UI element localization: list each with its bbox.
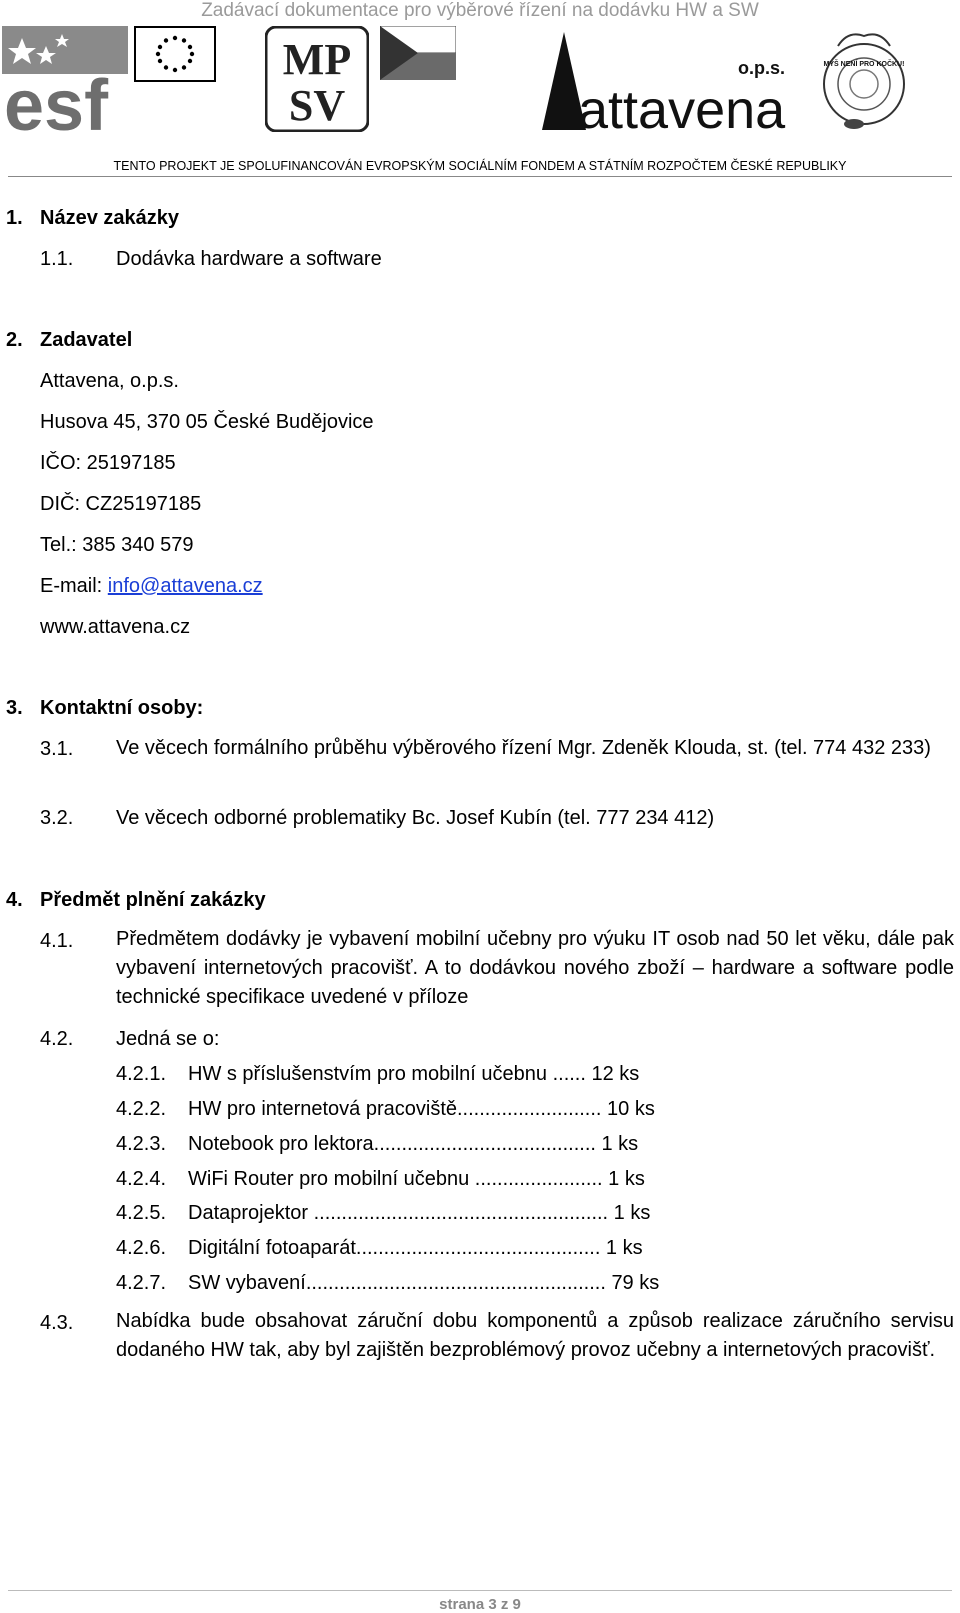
list-item-number: 4.2.2. bbox=[116, 1098, 167, 1120]
attavena-logo bbox=[538, 30, 790, 134]
contractor-phone: Tel.: 385 340 579 bbox=[40, 534, 194, 556]
section-3-title: Kontaktní osoby: bbox=[40, 697, 204, 719]
list-item-text: Digitální fotoaparát............................................ 1 ks bbox=[188, 1237, 643, 1259]
section-4-title: Předmět plnění zakázky bbox=[40, 889, 266, 911]
item-3-1-text: Ve věcech formálního průběhu výběrového řízení Mgr. Zdeněk Klouda, st. (tel. 774 432 233) bbox=[116, 737, 931, 759]
logo-strip bbox=[0, 24, 960, 144]
email-link[interactable]: info@attavena.cz bbox=[107, 575, 263, 597]
list-item-number: 4.2.6. bbox=[116, 1237, 167, 1259]
section-1-title: Název zakázky bbox=[40, 207, 179, 229]
list-item-number: 4.2.4. bbox=[116, 1168, 167, 1190]
page-number: strana 3 z 9 bbox=[439, 1596, 521, 1613]
esf-logo bbox=[2, 26, 128, 136]
list-item-text: HW pro internetová pracoviště.......................... 10 ks bbox=[188, 1098, 655, 1120]
svg-text:MYŠ NENÍ PRO KOČKU!: MYŠ NENÍ PRO KOČKU! bbox=[823, 61, 905, 68]
list-item-text: HW s příslušenstvím pro mobilní učebnu ...... 12 ks bbox=[188, 1063, 640, 1085]
section-3-heading bbox=[6, 695, 203, 721]
czech-flag-logo bbox=[380, 26, 456, 80]
eu-flag-logo bbox=[134, 26, 216, 82]
list-item-text: SW vybavení...................................................... 79 ks bbox=[188, 1272, 660, 1294]
svg-text:o.p.s.: o.p.s. bbox=[738, 58, 786, 78]
item-1-1-text: Dodávka hardware a software bbox=[116, 248, 382, 270]
item-3-2-number: 3.2. bbox=[40, 807, 74, 829]
list-item-number: 4.2.3. bbox=[116, 1133, 167, 1155]
svg-text:SV: SV bbox=[288, 81, 346, 130]
header-divider bbox=[8, 176, 952, 177]
list-item-text: WiFi Router pro mobilní učebnu ....................... 1 ks bbox=[188, 1168, 645, 1190]
section-1-number: 1. bbox=[6, 207, 23, 229]
section-3-number: 3. bbox=[6, 697, 23, 719]
svg-text:esf: esf bbox=[4, 66, 109, 136]
list-item-number: 4.2.5. bbox=[116, 1202, 167, 1224]
svg-text:attavena: attavena bbox=[578, 80, 786, 134]
item-4-1-number: 4.1. bbox=[40, 930, 74, 952]
section-2-number: 2. bbox=[6, 329, 23, 351]
email-label: E-mail: bbox=[40, 575, 108, 597]
mys-neni-pro-kocku-logo bbox=[818, 26, 910, 136]
list-item-number: 4.2.7. bbox=[116, 1272, 167, 1294]
cofinancing-banner: TENTO PROJEKT JE SPOLUFINANCOVÁN EVROPSKÝM SOCIÁLNÍM FONDEM A STÁTNÍM ROZPOČTEM ČESKÉ REPUBLIKY bbox=[113, 159, 847, 173]
item-3-2-text: Ve věcech odborné problematiky Bc. Josef Kubín (tel. 777 234 412) bbox=[116, 807, 715, 829]
svg-text:MP: MP bbox=[282, 35, 352, 84]
contractor-address: Husova 45, 370 05 České Budějovice bbox=[40, 411, 374, 433]
section-4-number: 4. bbox=[6, 889, 23, 911]
item-4-2-text: Jedná se o: bbox=[116, 1028, 220, 1050]
footer-divider bbox=[8, 1590, 952, 1591]
item-3-1-number: 3.1. bbox=[40, 738, 74, 760]
section-1-heading bbox=[6, 205, 179, 231]
contractor-ico: IČO: 25197185 bbox=[40, 452, 176, 474]
list-item-text: Notebook pro lektora........................................ 1 ks bbox=[188, 1133, 639, 1155]
contractor-name: Attavena, o.p.s. bbox=[40, 370, 179, 392]
item-4-3-number: 4.3. bbox=[40, 1312, 74, 1334]
contractor-website: www.attavena.cz bbox=[40, 616, 191, 638]
section-2-title: Zadavatel bbox=[40, 329, 133, 351]
item-4-2-number: 4.2. bbox=[40, 1028, 74, 1050]
section-4-heading bbox=[6, 887, 266, 913]
list-item-text: Dataprojektor ..................................................... 1 ks bbox=[188, 1202, 651, 1224]
mpsv-logo bbox=[265, 26, 369, 132]
list-item-number: 4.2.1. bbox=[116, 1063, 167, 1085]
contractor-dic: DIČ: CZ25197185 bbox=[40, 493, 202, 515]
section-2-heading bbox=[6, 327, 132, 353]
item-1-1-number: 1.1. bbox=[40, 248, 74, 270]
contractor-email-line bbox=[40, 573, 263, 599]
item-4-3-text: Nabídka bude obsahovat záruční dobu komponentů a způsob realizace záručního servisu dodaného HW tak, aby byl zajištěn bezproblémový provoz učebny a internetových pracovišť. bbox=[116, 1310, 954, 1361]
document-header-title: Zadávací dokumentace pro výběrové řízení na dodávku HW a SW bbox=[201, 0, 759, 21]
item-4-1-text: Předmětem dodávky je vybavení mobilní učebny pro výuku IT osob nad 50 let věku, dále pak vybavení internetových pracovišť. A to dodávkou nového zboží – hardware a software podle technické specifikace uvedené v příloze bbox=[116, 928, 954, 1008]
